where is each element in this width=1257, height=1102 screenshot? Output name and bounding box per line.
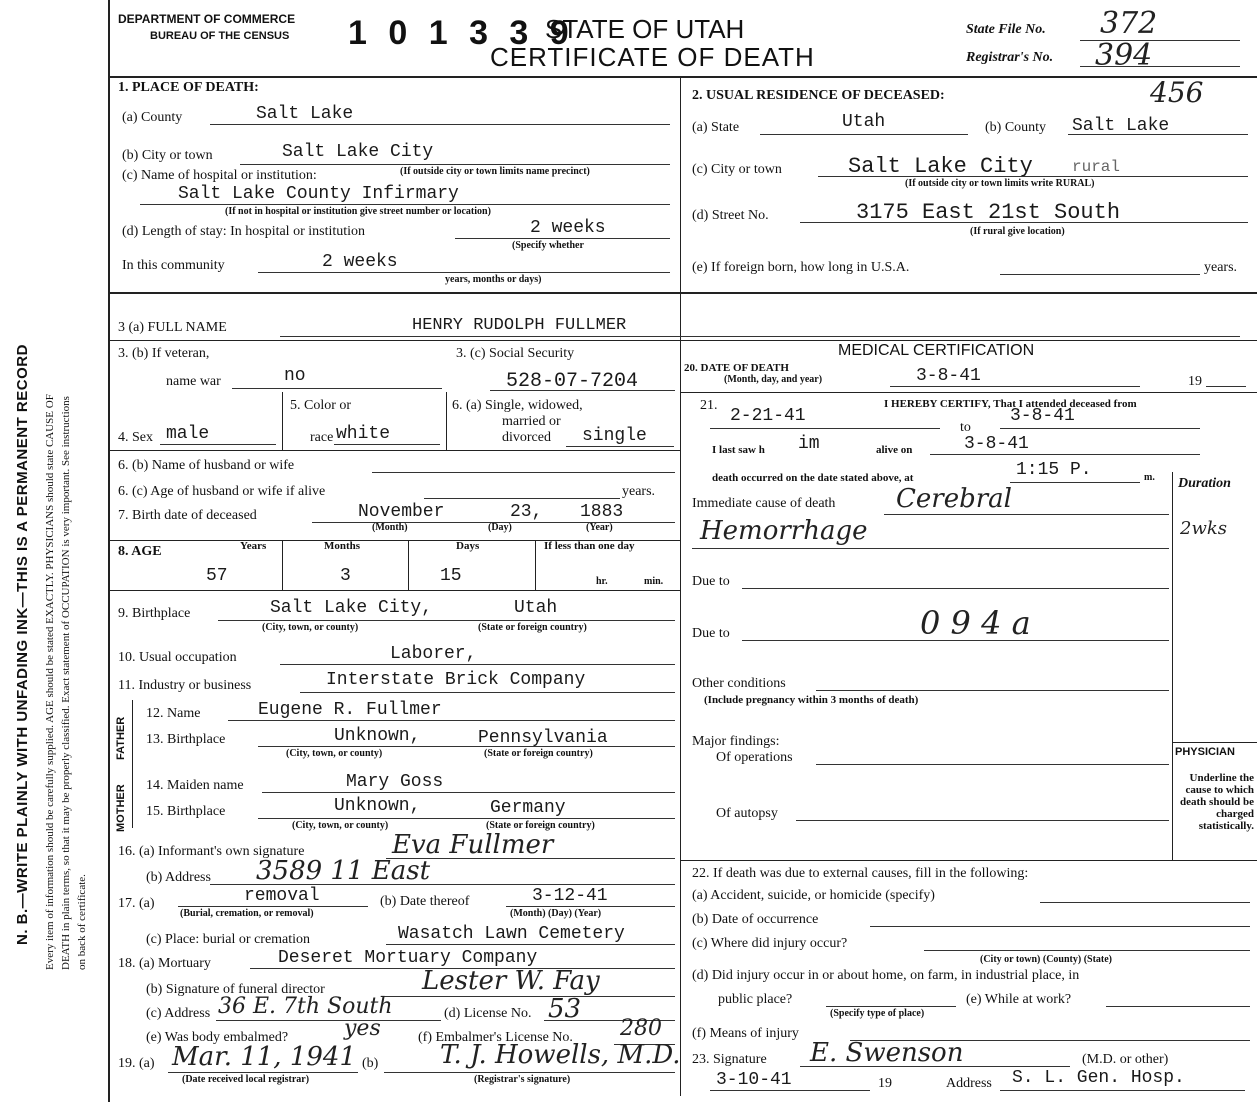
father-bp-ctc: (City, town, or county)	[286, 748, 383, 759]
father-bp-city: Unknown,	[334, 726, 421, 746]
embalmer-license: 280	[620, 1016, 662, 1041]
md-label: (M.D. or other)	[1082, 1052, 1169, 1067]
other-label: Other conditions	[692, 676, 786, 691]
spouse-label: 6. (b) Name of husband or wife	[118, 458, 295, 473]
res-state-label: (a) State	[692, 120, 740, 135]
marital-label-3: divorced	[502, 430, 551, 445]
industry-value: Interstate Brick Company	[326, 670, 586, 690]
operations-label: Of operations	[716, 750, 793, 765]
attend-to: 3-8-41	[1010, 406, 1075, 426]
parents-bracket	[132, 700, 133, 828]
ext-d-note: (Specify type of place)	[830, 1008, 925, 1019]
burial-date-label: (b) Date thereof	[380, 894, 470, 909]
birthplace-state: Utah	[514, 598, 558, 618]
ext-f: (f) Means of injury	[692, 1026, 799, 1041]
industry-label: 11. Industry or business	[118, 678, 252, 693]
marital-label-2: married or	[502, 414, 561, 429]
received-note: (Date received local registrar)	[182, 1074, 310, 1085]
place-heading: 1. PLACE OF DEATH:	[118, 80, 259, 95]
registrar-label: Registrar's No.	[966, 50, 1054, 65]
burial-note: (Burial, cremation, or removal)	[180, 908, 314, 919]
informant-address: 3589 11 East	[256, 856, 431, 886]
received-date: Mar. 11, 1941	[172, 1042, 357, 1072]
full-name-label: 3 (a) FULL NAME	[118, 320, 227, 335]
spouse-years: years.	[622, 484, 656, 499]
due-2-value: 0 9 4 a	[920, 604, 1031, 642]
color-label: 5. Color or	[290, 398, 352, 413]
age-label: 8. AGE	[118, 544, 162, 559]
ext-e: (e) While at work?	[966, 992, 1072, 1007]
certify-text: I HEREBY CERTIFY, That I attended deceased from	[884, 398, 1137, 410]
dod-value: 3-8-41	[916, 366, 981, 386]
sex-label: 4. Sex	[118, 430, 153, 445]
duration-label: Duration	[1178, 476, 1231, 491]
res-county-value: Salt Lake	[1072, 116, 1170, 136]
ext-heading: 22. If death was due to external causes, fill in the following:	[692, 866, 1029, 881]
due-2: Due to	[692, 626, 730, 641]
attend-from: 2-21-41	[730, 406, 806, 426]
age-days-head: Days	[456, 540, 480, 552]
res-state-value: Utah	[842, 112, 886, 132]
immediate-label: Immediate cause of death	[692, 496, 836, 511]
age-years-head: Years	[240, 540, 267, 552]
father-bp-state: Pennsylvania	[478, 728, 608, 748]
age-rule-bottom	[108, 590, 680, 591]
burial-value: removal	[244, 886, 320, 906]
ss-label: 3. (c) Social Security	[456, 346, 575, 361]
years-label: years.	[1204, 260, 1238, 275]
age-months: 3	[340, 566, 351, 586]
ymd-note: years, months or days)	[445, 274, 542, 285]
mother-bp-state: Germany	[490, 798, 566, 818]
mother-name-label: 14. Maiden name	[146, 778, 244, 793]
state-file-value: 372	[1100, 6, 1158, 41]
ss-value: 528-07-7204	[506, 370, 639, 393]
due-1: Due to	[692, 574, 730, 589]
hospital-note-2: (If not in hospital or institution give street number or location)	[225, 206, 491, 217]
mortuary-address-label: (c) Address	[146, 1006, 211, 1021]
ext-a: (a) Accident, suicide, or homicide (specify)	[692, 888, 935, 903]
race-label: race	[310, 430, 334, 445]
to-label: to	[960, 420, 971, 435]
specify-note: (Specify whether	[512, 240, 584, 251]
dept-label: DEPARTMENT OF COMMERCE	[118, 12, 296, 26]
hospital-value: Salt Lake County Infirmary	[178, 184, 459, 204]
burial-date: 3-12-41	[532, 886, 608, 906]
name-rule	[108, 340, 1257, 341]
embalmed-value: yes	[344, 1016, 381, 1041]
informant-signature: Eva Fullmer	[392, 830, 554, 860]
age-div-1	[282, 540, 283, 590]
ext-b: (b) Date of occurrence	[692, 912, 819, 927]
age-years: 57	[206, 566, 228, 586]
duration-1: 2wks	[1180, 518, 1228, 539]
birthplace-ctc: (City, town, or county)	[262, 622, 359, 633]
birthplace-city: Salt Lake City,	[270, 598, 433, 618]
res-city-label: (c) City or town	[692, 162, 782, 177]
war-label: name war	[166, 374, 221, 389]
father-name: Eugene R. Fullmer	[258, 700, 442, 720]
city-value: Salt Lake City	[282, 142, 434, 162]
marital-value: single	[582, 426, 647, 446]
embalmed-label: (e) Was body embalmed?	[146, 1030, 289, 1045]
less-than-day: If less than one day	[544, 540, 635, 552]
saw-label: I last saw h	[712, 444, 765, 456]
county-value: Salt Lake	[256, 104, 354, 124]
sex-rule	[108, 450, 680, 451]
father-bp-label: 13. Birthplace	[146, 732, 226, 747]
city-label: (b) City or town	[122, 148, 213, 163]
res-street-note: (If rural give location)	[970, 226, 1065, 237]
community-label: In this community	[122, 258, 225, 273]
dod-sub: (Month, day, and year)	[724, 374, 823, 385]
registrar-signature: T. J. Howells, M.D.	[440, 1040, 681, 1070]
state-file-label: State File No.	[966, 22, 1046, 37]
father-side-label: FATHER	[115, 716, 127, 760]
stay-label: (d) Length of stay: In hospital or institution	[122, 224, 366, 239]
res-city-value: Salt Lake City	[848, 154, 1033, 179]
birth-day-note: (Day)	[488, 522, 512, 533]
stay-value: 2 weeks	[530, 218, 606, 238]
saw-date: 3-8-41	[964, 434, 1029, 454]
race-value: white	[336, 424, 391, 444]
foreign-label: (e) If foreign born, how long in U.S.A.	[692, 260, 910, 275]
registrar-value: 394	[1095, 38, 1153, 73]
hospital-note: (If outside city or town limits name precinct)	[400, 166, 590, 177]
mother-bp-ctc: (City, town, or county)	[292, 820, 389, 831]
sig-century: 19	[878, 1076, 892, 1091]
res-city-note: (If outside city or town limits write RURAL)	[905, 178, 1095, 189]
underline-note: Underline the cause to which death should be charged statistically.	[1180, 772, 1254, 832]
header-rule	[108, 76, 1257, 78]
sig-addr-label: Address	[946, 1076, 992, 1091]
mortuary-value: Deseret Mortuary Company	[278, 948, 538, 968]
margin-instruction-3: on back of certificate.	[76, 874, 88, 970]
birth-year: 1883	[580, 502, 624, 522]
age-days: 15	[440, 566, 462, 586]
center-divider	[680, 76, 681, 1096]
form-left-border	[108, 0, 110, 1102]
certificate-title: CERTIFICATE OF DEATH	[490, 42, 815, 72]
director-label: (b) Signature of funeral director	[146, 982, 325, 997]
war-value: no	[284, 366, 306, 386]
sex-divider	[282, 392, 283, 450]
director-signature: Lester W. Fay	[422, 966, 600, 996]
license-label: (d) License No.	[444, 1006, 532, 1021]
full-name-value: HENRY RUDOLPH FULLMER	[412, 316, 627, 335]
res-street-label: (d) Street No.	[692, 208, 769, 223]
death-time: 1:15 P.	[1016, 460, 1092, 480]
birth-label: 7. Birth date of deceased	[118, 508, 257, 523]
sig-date: 3-10-41	[716, 1070, 792, 1090]
res-county-label: (b) County	[985, 120, 1047, 135]
father-name-label: 12. Name	[146, 706, 201, 721]
physician-label: PHYSICIAN	[1175, 746, 1235, 758]
mother-bp-city: Unknown,	[334, 796, 421, 816]
sig-addr-value: S. L. Gen. Hosp.	[1012, 1068, 1185, 1088]
marital-label: 6. (a) Single, widowed,	[452, 398, 583, 413]
medical-heading: MEDICAL CERTIFICATION	[838, 342, 1035, 359]
min-label: min.	[644, 576, 664, 587]
other-note: (Include pregnancy within 3 months of death)	[704, 694, 919, 706]
spouse-age-label: 6. (c) Age of husband or wife if alive	[118, 484, 326, 499]
res-street-value: 3175 East 21st South	[856, 200, 1121, 225]
margin-notice: N. B.—WRITE PLAINLY WITH UNFADING INK—THIS IS A PERMANENT RECORD	[14, 344, 31, 945]
birthplace-soc: (State or foreign country)	[478, 622, 587, 633]
certificate-number: 1 0 1 3 3 9	[348, 14, 575, 52]
ext-c: (c) Where did injury occur?	[692, 936, 848, 951]
hospital-label: (c) Name of hospital or institution:	[122, 168, 317, 183]
birth-month-note: (Month)	[372, 522, 408, 533]
occupation-label: 10. Usual occupation	[118, 650, 237, 665]
license-value: 53	[548, 994, 582, 1024]
ext-d-2: public place?	[718, 992, 793, 1007]
alive-on: alive on	[876, 444, 913, 456]
dod-rule	[680, 392, 1257, 393]
father-bp-soc: (State or foreign country)	[484, 748, 593, 759]
birth-year-note: (Year)	[586, 522, 613, 533]
mortuary-label: 18. (a) Mortuary	[118, 956, 211, 971]
residence-heading: 2. USUAL RESIDENCE OF DECEASED:	[692, 88, 945, 103]
margin-instruction-2: DEATH in plain terms, so that it may be properly classified. Exact statement of OCCUPATION is very important. See instructions	[60, 396, 72, 970]
age-div-2	[408, 540, 409, 590]
address-label: (b) Address	[146, 870, 211, 885]
registrar-b: (b)	[362, 1056, 379, 1071]
left-margin	[0, 0, 108, 1102]
registrar-note: (Registrar's signature)	[474, 1074, 571, 1085]
physician-signature: E. Swenson	[810, 1038, 964, 1068]
place-rule	[108, 292, 1257, 294]
embalmer-license-label: (f) Embalmer's License No.	[418, 1030, 573, 1045]
place-value: Wasatch Lawn Cemetery	[398, 924, 625, 944]
duration-divider	[1172, 472, 1173, 860]
birthplace-label: 9. Birthplace	[118, 606, 191, 621]
mother-side-label: MOTHER	[115, 784, 127, 832]
major-label: Major findings:	[692, 734, 780, 749]
received-label: 19. (a)	[118, 1056, 155, 1071]
autopsy-label: Of autopsy	[716, 806, 778, 821]
mother-name: Mary Goss	[346, 772, 444, 792]
m-label: m.	[1144, 472, 1155, 483]
mortuary-address: 36 E. 7th South	[218, 994, 393, 1019]
ext-c-note: (City or town) (County) (State)	[980, 954, 1113, 965]
age-months-head: Months	[324, 540, 361, 552]
saw-him: im	[798, 434, 820, 454]
bureau-label: BUREAU OF THE CENSUS	[150, 30, 290, 42]
race-divider	[446, 392, 447, 450]
birth-day: 23,	[510, 502, 543, 522]
veteran-label: 3. (b) If veteran,	[118, 346, 210, 361]
community-value: 2 weeks	[322, 252, 398, 272]
res-city-extra: rural	[1072, 158, 1121, 176]
birth-month: November	[358, 502, 445, 522]
informant-label: 16. (a) Informant's own signature	[118, 844, 305, 859]
physician-rule	[1172, 742, 1257, 743]
cause-line-2: Hemorrhage	[700, 516, 868, 546]
dod-label: 20. DATE OF DEATH	[684, 362, 789, 374]
cause-line-1: Cerebral	[896, 484, 1012, 514]
n21-label: 21.	[700, 398, 718, 413]
dod-century: 19	[1188, 374, 1202, 389]
age-div-3	[535, 540, 536, 590]
ext-d: (d) Did injury occur in or about home, on farm, in industrial place, in	[692, 968, 1080, 983]
state-title: STATE OF UTAH	[545, 14, 745, 44]
county-label: (a) County	[122, 110, 183, 125]
occurred-label: death occurred on the date stated above, at	[712, 472, 914, 484]
mother-bp-label: 15. Birthplace	[146, 804, 226, 819]
burial-label: 17. (a)	[118, 896, 155, 911]
extra-number: 456	[1150, 76, 1204, 109]
hr-label: hr.	[596, 576, 608, 587]
occupation-value: Laborer,	[390, 644, 477, 664]
sex-value: male	[166, 424, 210, 444]
margin-instruction-1: Every item of information should be carefully supplied. AGE should be stated EXACTLY. PHYSICIANS should state CAUSE OF	[44, 394, 56, 970]
mother-bp-soc: (State or foreign country)	[486, 820, 595, 831]
external-rule	[680, 860, 1257, 861]
place-label: (c) Place: burial or cremation	[146, 932, 311, 947]
burial-mdy: (Month) (Day) (Year)	[510, 908, 602, 919]
sig-label: 23. Signature	[692, 1052, 767, 1067]
